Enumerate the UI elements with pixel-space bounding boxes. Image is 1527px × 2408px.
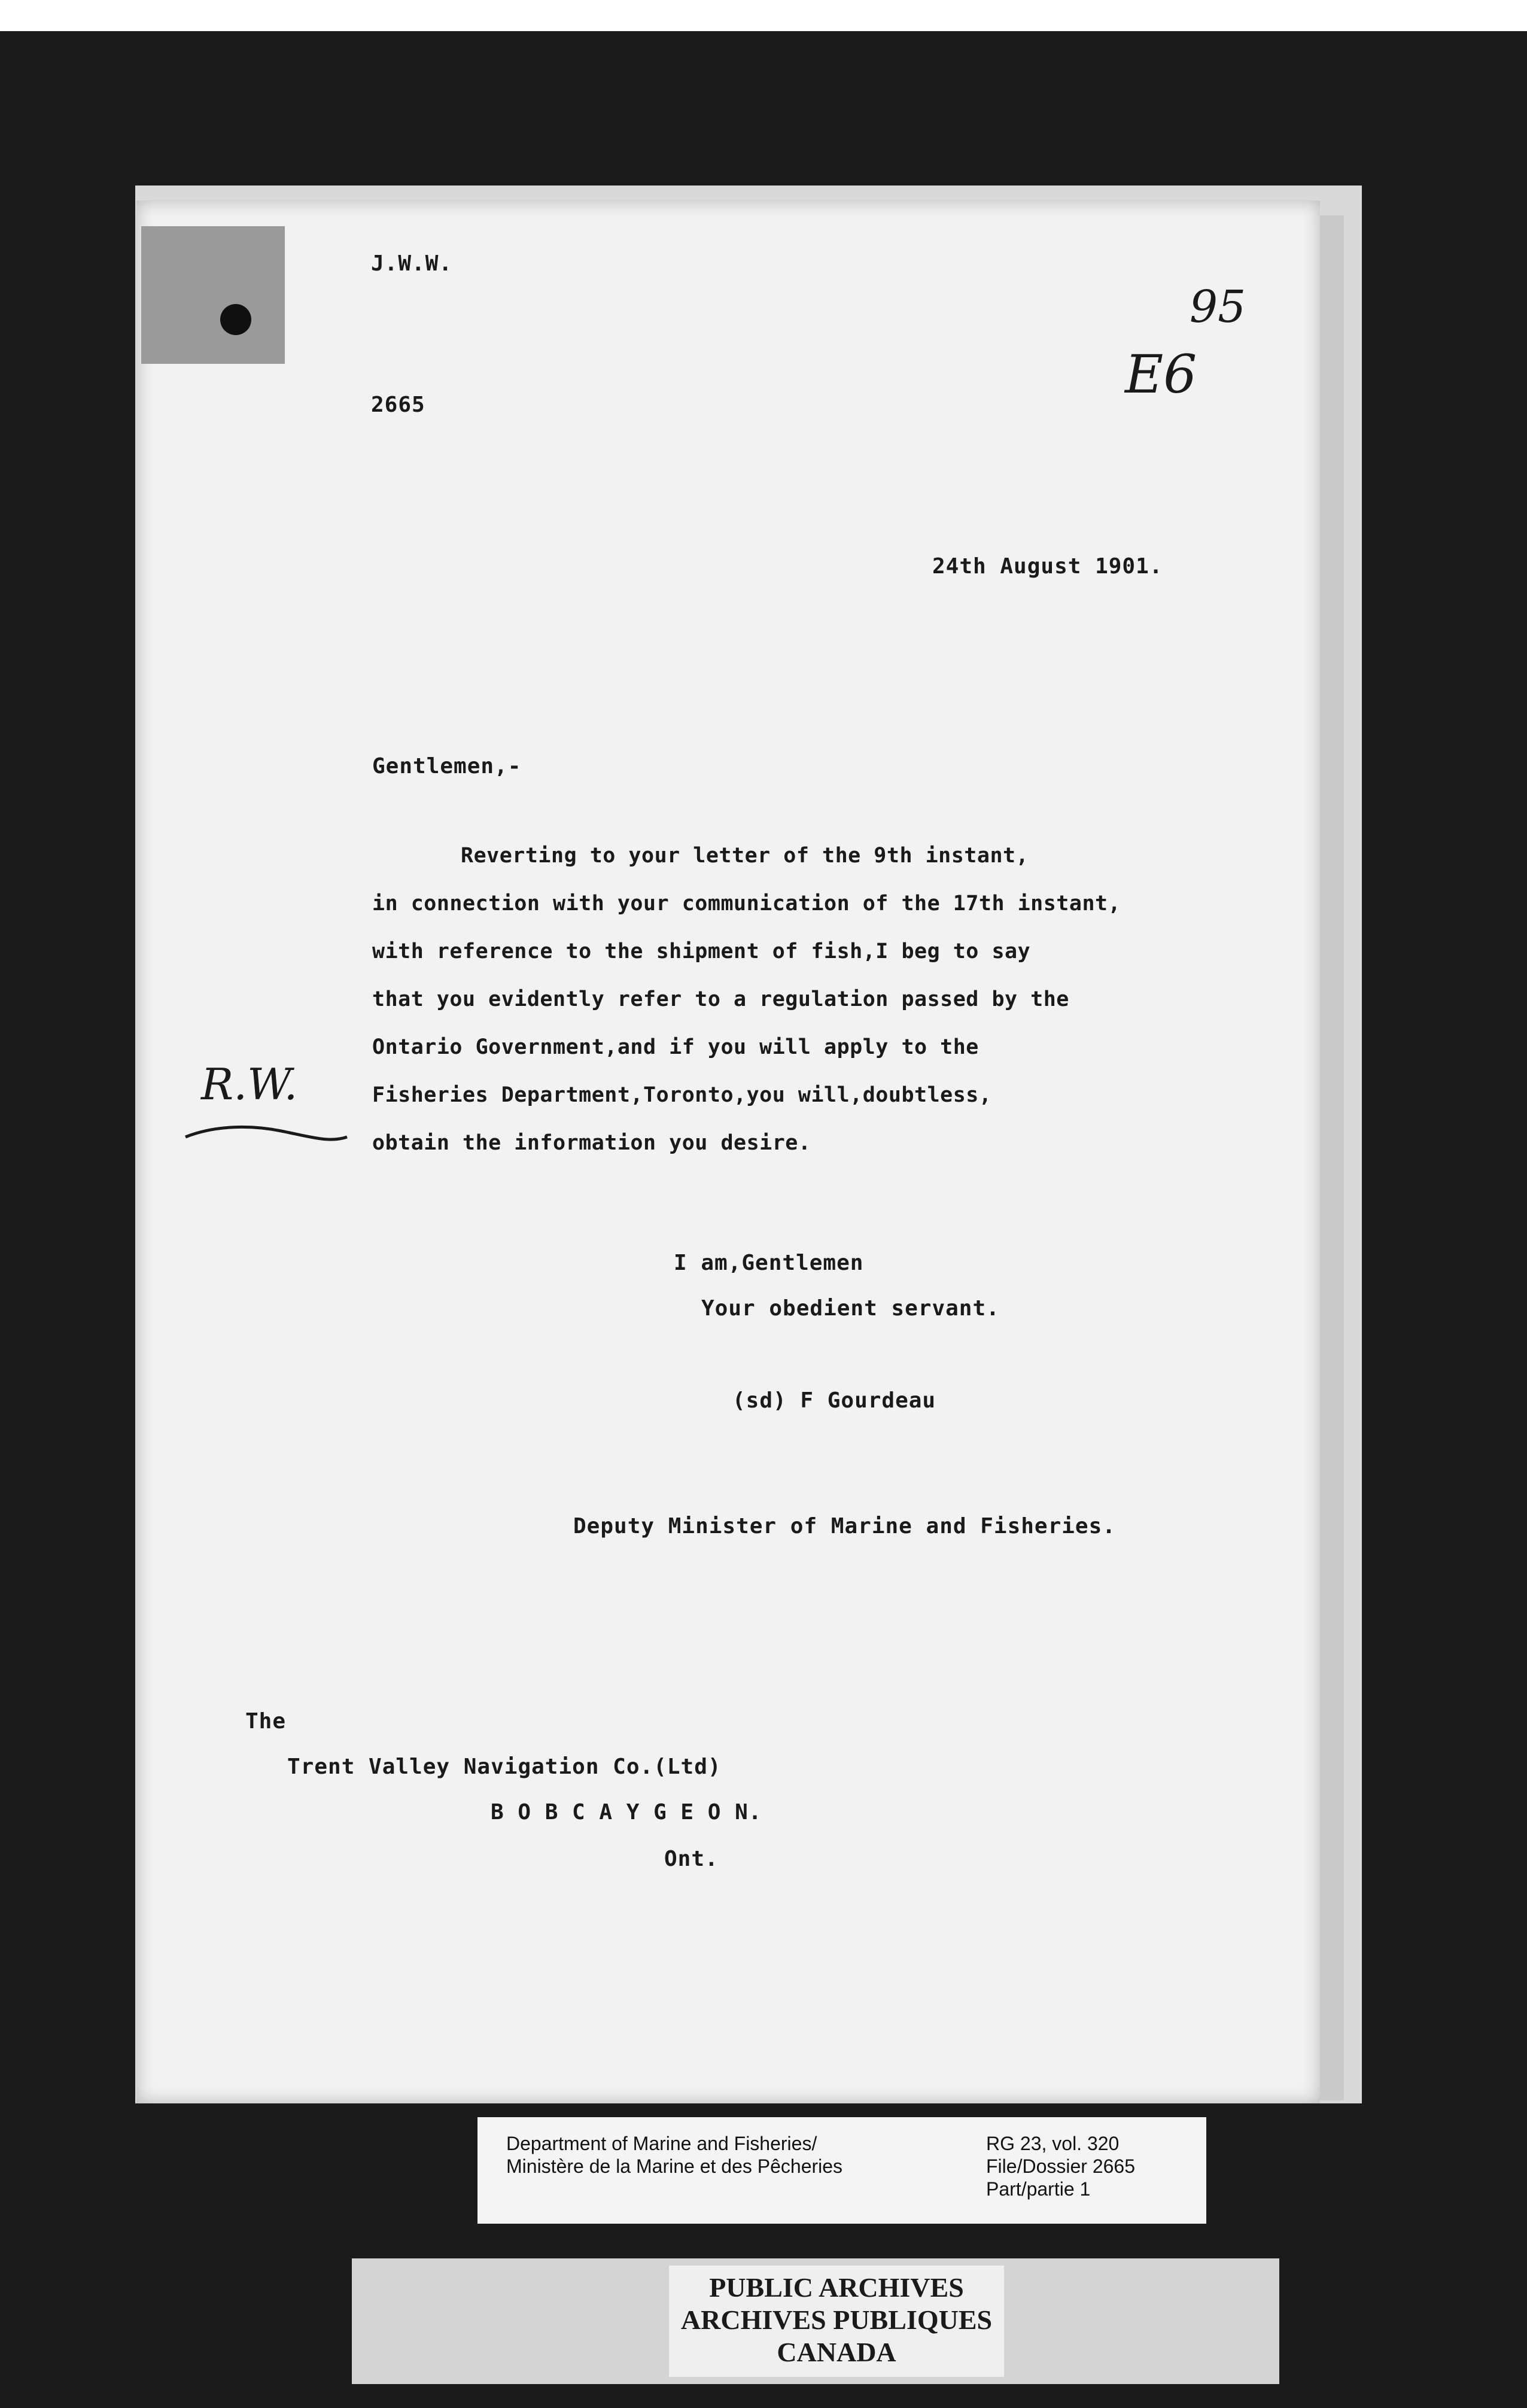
address-province: Ont. (664, 1847, 719, 1871)
body-line: with reference to the shipment of fish,I beg to say (372, 940, 1031, 963)
file-number: 2665 (371, 393, 425, 417)
punch-hole (220, 304, 251, 335)
paper-edge (1320, 215, 1344, 2100)
archive-label (477, 2117, 1206, 2224)
record-group: RG 23, vol. 320 (986, 2133, 1120, 2154)
file-dossier: File/Dossier 2665 (986, 2155, 1135, 2177)
stamp-line-2: ARCHIVES PUBLIQUES (680, 2304, 993, 2335)
stamp-line-1: PUBLIC ARCHIVES (709, 2272, 964, 2303)
salutation: Gentlemen,- (372, 754, 522, 779)
margin-initials-flourish (180, 1113, 353, 1149)
body-line: Ontario Government,and if you will apply to the (372, 1035, 979, 1059)
margin-initials: R.W. (201, 1059, 298, 1109)
address-the: The (245, 1709, 287, 1734)
typist-initials: J.W.W. (371, 251, 453, 276)
letter-date: 24th August 1901. (932, 554, 1163, 579)
handwritten-mark: E6 (1125, 343, 1197, 405)
archive-stamp (352, 2258, 1279, 2384)
part-partie: Part/partie 1 (986, 2178, 1091, 2200)
body-line: obtain the information you desire. (372, 1131, 811, 1155)
signature: (sd) F Gourdeau (732, 1388, 936, 1413)
body-line: Fisheries Department,Toronto,you will,doubtless, (372, 1083, 992, 1107)
body-line: that you evidently refer to a regulation passed by the (372, 987, 1069, 1011)
stamp-line-3: CANADA (777, 2337, 896, 2367)
corner-mount-patch (141, 226, 285, 364)
body-line: in connection with your communication of the 17th instant, (372, 892, 1121, 916)
closing-line: Your obedient servant. (701, 1296, 1000, 1321)
archive-stamp-text-area (669, 2266, 1004, 2377)
signatory-title: Deputy Minister of Marine and Fisheries. (573, 1514, 1116, 1539)
body-line: Reverting to your letter of the 9th instant, (461, 844, 1029, 868)
address-company: Trent Valley Navigation Co.(Ltd) (287, 1755, 722, 1779)
closing-line: I am,Gentlemen (674, 1251, 864, 1275)
handwritten-page-number: 95 (1190, 281, 1246, 333)
department-english: Department of Marine and Fisheries/ (506, 2133, 817, 2154)
department-french: Ministère de la Marine et des Pêcheries (506, 2155, 843, 2177)
address-town: B O B C A Y G E O N. (491, 1800, 762, 1825)
